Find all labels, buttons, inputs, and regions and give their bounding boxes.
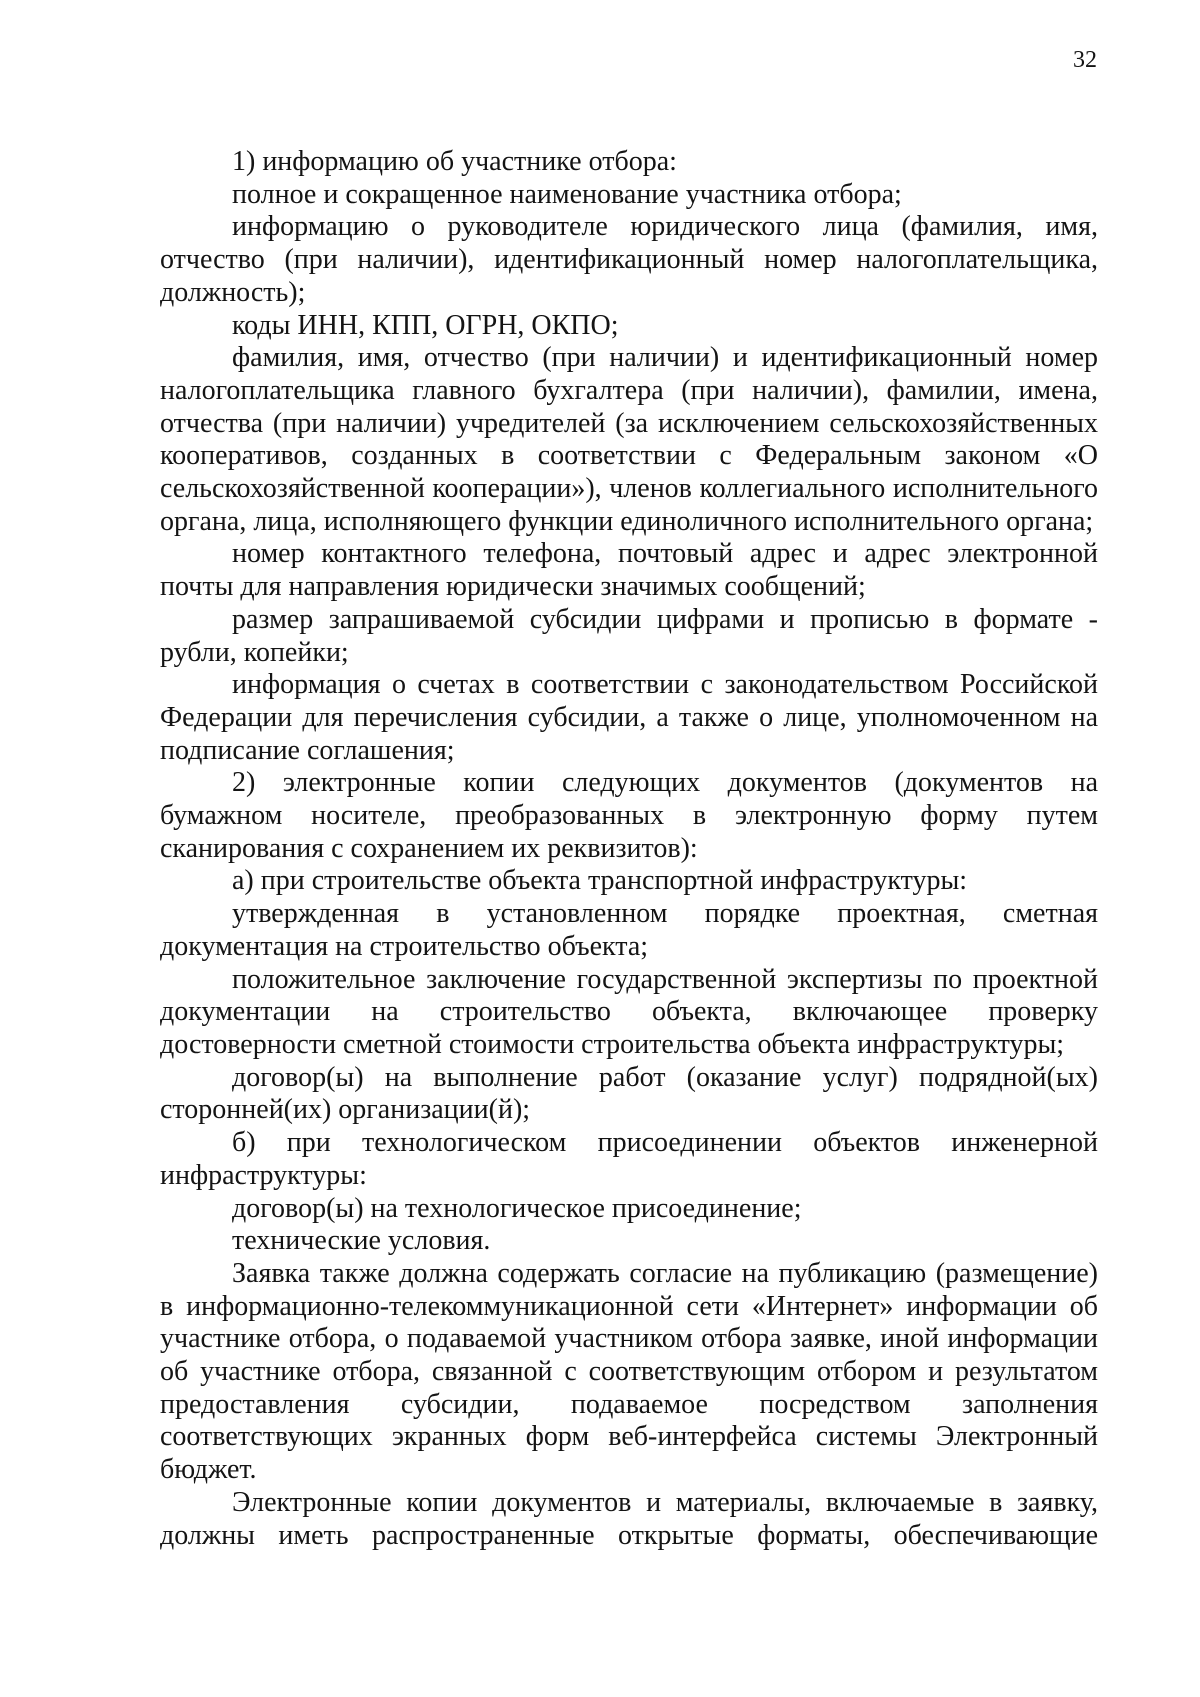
- paragraph-connection-contract: договор(ы) на технологическое присоединение;: [232, 1192, 802, 1224]
- paragraph-tech-connection: б) при технологическом присоединении объектов инженерной инфраструктуры:: [160, 1127, 1098, 1191]
- paragraph-file-formats: Электронные копии документов и материалы, включаемые в заявку, должны иметь распространенные открытые форматы, обеспечивающие: [160, 1486, 1098, 1551]
- paragraph-participant-info: 1) информацию об участнике отбора:: [232, 146, 677, 177]
- paragraph-head-info: информацию о руководителе юридического лица (фамилия, имя, отчество (при наличии), идентификационный номер налогоплательщика, должность);: [160, 211, 1098, 308]
- paragraph-publication-consent: Заявка также должна содержать согласие на публикацию (размещение) в информационно-телекоммуникационной сети «Интернет» информации об участнике отбора, о подаваемой участником отбора заявке, иной информации об участнике отбора, связанной с соответствующим отбором и результатом предоставления субсидии, подаваемое посредством заполнения соответствующих экранных форм веб-интерфейса системы Электронный бюджет.: [160, 1257, 1098, 1486]
- paragraph-contacts: номер контактного телефона, почтовый адрес и адрес электронной почты для направления юридически значимых сообщений;: [160, 538, 1098, 603]
- paragraph-expertise: положительное заключение государственной экспертизы по проектной документации на строительство объекта, включающее проверку достоверности сметной стоимости строительства объекта инфраструктуры;: [160, 963, 1098, 1060]
- paragraph-codes: коды ИНН, КПП, ОГРН, ОКПО;: [232, 309, 619, 341]
- paragraph-accountant-founders: фамилия, имя, отчество (при наличии) и идентификационный номер налогоплательщика главного бухгалтера (при наличии), фамилии, имена, отчества (при наличии) учредителей (за исключением сельскохозяйственных кооперативов, созданных в соответствии с Федеральным законом «О сельскохозяйственной кооперации»), членов коллегиального исполнительного органа, лица, исполняющего функции единоличного исполнительного органа;: [160, 342, 1098, 537]
- paragraph-transport-construction: а) при строительстве объекта транспортной инфраструктуры:: [232, 865, 968, 897]
- paragraph-technical-conditions: технические условия.: [232, 1225, 491, 1257]
- paragraph-participant-name: полное и сокращенное наименование участника отбора;: [232, 178, 902, 210]
- paragraph-contracts: договор(ы) на выполнение работ (оказание услуг) подрядной(ых) сторонней(их) организации(й);: [160, 1061, 1098, 1126]
- page-number: 32: [1073, 47, 1097, 73]
- paragraph-subsidy-amount: размер запрашиваемой субсидии цифрами и прописью в формате - рубли, копейки;: [160, 603, 1098, 668]
- paragraph-bank-accounts: информация о счетах в соответствии с законодательством Российской Федерации для перечисления субсидии, а также о лице, уполномоченном на подписание соглашения;: [160, 669, 1098, 766]
- paragraph-project-documentation: утвержденная в установленном порядке проектная, сметная документация на строительство объекта;: [160, 898, 1098, 962]
- paragraph-electronic-copies: 2) электронные копии следующих документов (документов на бумажном носителе, преобразованных в электронную форму путем сканирования с сохранением их реквизитов):: [160, 767, 1098, 864]
- document-body: [160, 146, 1098, 1552]
